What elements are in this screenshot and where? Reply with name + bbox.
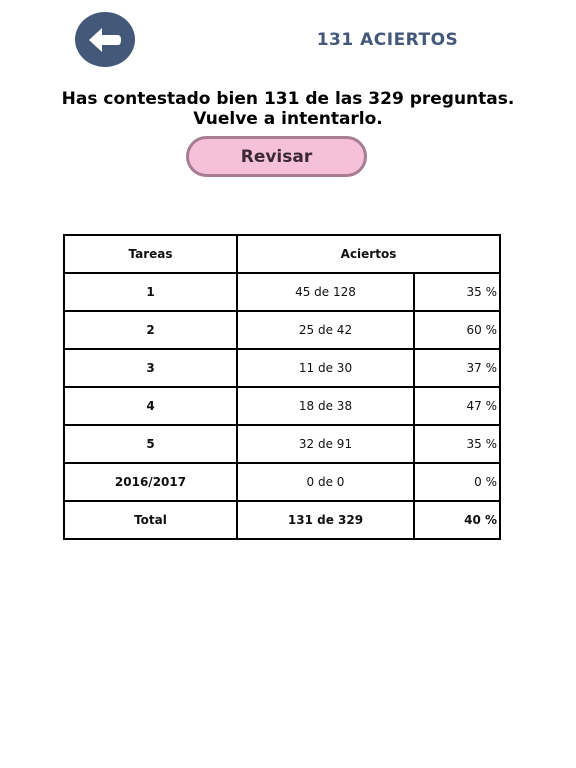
table-row <box>64 349 500 387</box>
hits-cell: 18 de 38 <box>237 387 414 425</box>
task-cell: 2 <box>64 311 237 349</box>
hits-cell: 32 de 91 <box>237 425 414 463</box>
percent-cell: 47 % <box>414 387 500 425</box>
results-table <box>63 234 501 540</box>
hits-cell: 131 de 329 <box>237 501 414 539</box>
result-message-line-1: Has contestado bien 131 de las 329 preguntas. <box>61 89 515 109</box>
hits-cell: 45 de 128 <box>237 273 414 311</box>
score-title: 131 ACIERTOS <box>316 30 459 50</box>
result-message <box>20 89 556 129</box>
task-cell: Total <box>64 501 237 539</box>
percent-cell: 37 % <box>414 349 500 387</box>
header-aciertos: Aciertos <box>237 235 500 273</box>
table-row <box>64 273 500 311</box>
percent-cell: 35 % <box>414 425 500 463</box>
percent-cell: 40 % <box>414 501 500 539</box>
header-tareas: Tareas <box>64 235 237 273</box>
task-cell: 4 <box>64 387 237 425</box>
task-cell: 2016/2017 <box>64 463 237 501</box>
percent-cell: 35 % <box>414 273 500 311</box>
results-body <box>64 273 500 539</box>
task-cell: 1 <box>64 273 237 311</box>
task-cell: 5 <box>64 425 237 463</box>
table-total-row <box>64 501 500 539</box>
hits-cell: 11 de 30 <box>237 349 414 387</box>
task-cell: 3 <box>64 349 237 387</box>
percent-cell: 60 % <box>414 311 500 349</box>
arrow-left-icon <box>87 26 123 54</box>
table-row <box>64 311 500 349</box>
table-row <box>64 425 500 463</box>
table-row <box>64 463 500 501</box>
table-row <box>64 387 500 425</box>
hits-cell: 25 de 42 <box>237 311 414 349</box>
percent-cell: 0 % <box>414 463 500 501</box>
review-button[interactable]: Revisar <box>186 136 367 177</box>
result-message-line-2: Vuelve a intentarlo. <box>193 109 383 129</box>
hits-cell: 0 de 0 <box>237 463 414 501</box>
table-header-row <box>64 235 500 273</box>
back-button[interactable] <box>75 12 135 67</box>
